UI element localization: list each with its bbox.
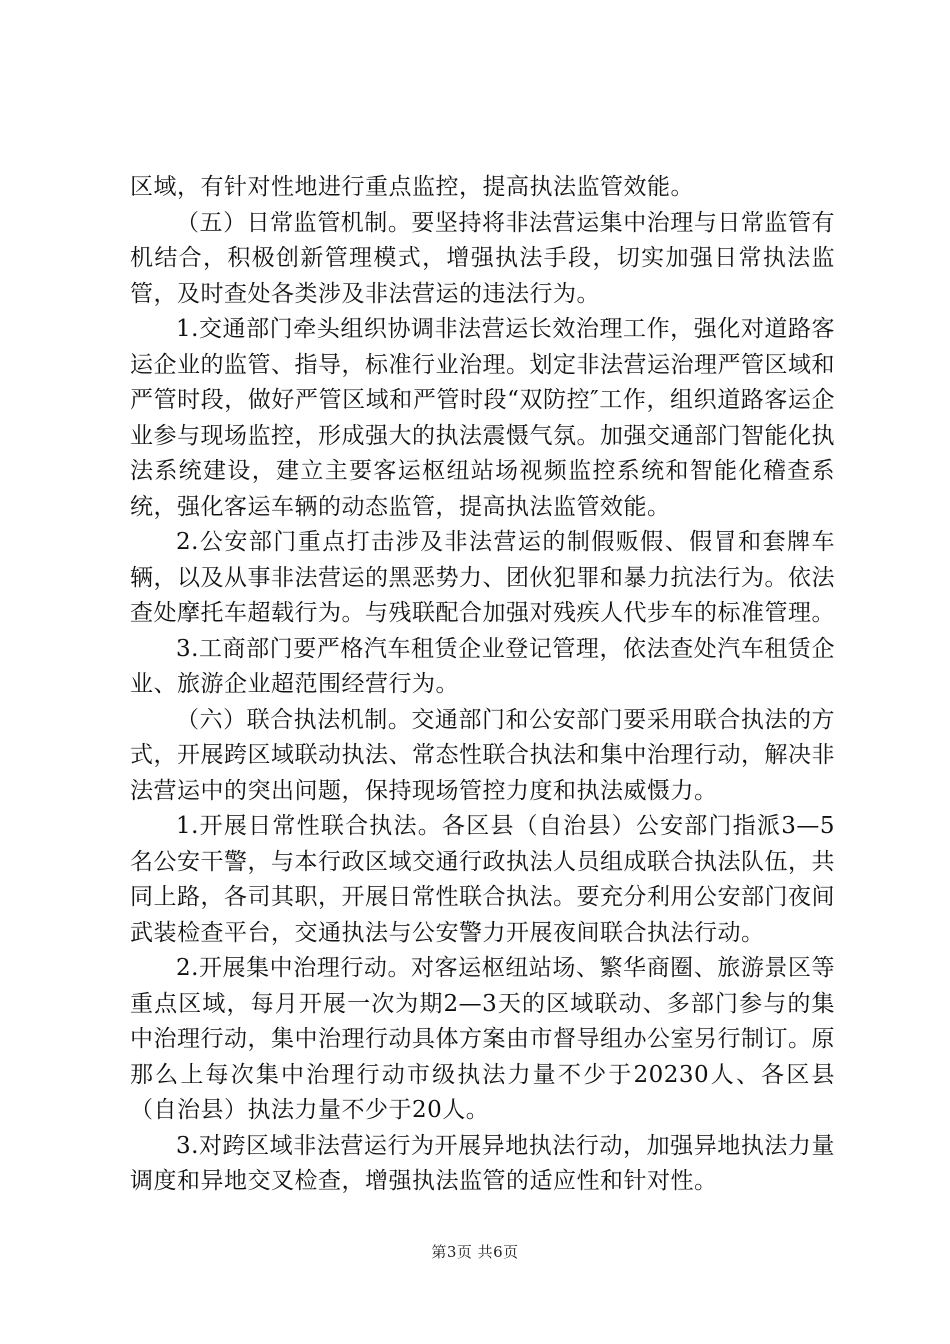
paragraph-section-six: （六）联合执法机制。交通部门和公安部门要采用联合执法的方式，开展跨区域联动执法、常态性联合执法和集中治理行动，解决非法营运中的突出问题，保持现场管控力度和执法威慑力。 [130, 706, 835, 804]
paragraph-item-2-centralized-action: 2.开展集中治理行动。对客运枢纽站场、繁华商圈、旅游景区等重点区域，每月开展一次为期2—3天的区域联动、多部门参与的集中治理行动，集中治理行动具体方案由市督导组办公室另行制订。原那么上每次集中治理行动市级执法力量不少于20230人、各区县（自治县）执法力量不少于20人。 [130, 955, 835, 1123]
paragraph-item-3-cross-region: 3.对跨区域非法营运行为开展异地执法行动，加强异地执法力量调度和异地交叉检查，增强执法监管的适应性和针对性。 [130, 1132, 835, 1194]
paragraph-item-1-joint-enforcement: 1.开展日常性联合执法。各区县（自治县）公安部门指派3—5名公安干警，与本行政区域交通行政执法人员组成联合执法队伍，共同上路，各司其职，开展日常性联合执法。要充分利用公安部门夜间武装检查平台，交通执法与公安警力开展夜间联合执法行动。 [130, 813, 835, 946]
page-number-footer: 第3页 共6页 [431, 1243, 519, 1261]
paragraph-item-2-police: 2.公安部门重点打击涉及非法营运的制假贩假、假冒和套牌车辆，以及从事非法营运的黑恶势力、团伙犯罪和暴力抗法行为。依法查处摩托车超载行为。与残联配合加强对残疾人代步车的标准管理。 [130, 529, 835, 626]
paragraph-item-1-transport: 1.交通部门牵头组织协调非法营运长效治理工作，强化对道路客运企业的监管、指导，标准行业治理。划定非法营运治理严管区域和严管时段，做好严管区域和严管时段“双防控″工作，组织道路客运企业参与现场监控，形成强大的执法震慑气氛。加强交通部门智能化执法系统建设，建立主要客运枢纽站场视频监控系统和智能化稽查系统，强化客运车辆的动态监管，提高执法监管效能。 [130, 316, 835, 520]
paragraph-continuation: 区域，有针对性地进行重点监控，提高执法监管效能。 [130, 174, 694, 200]
document-body [130, 170, 835, 1200]
paragraph-item-3-commerce: 3.工商部门要严格汽车租赁企业登记管理，依法查处汽车租赁企业、旅游企业超范围经营行为。 [130, 635, 835, 697]
paragraph-section-five: （五）日常监管机制。要坚持将非法营运集中治理与日常监管有机结合，积极创新管理模式，增强执法手段，切实加强日常执法监管，及时查处各类涉及非法营运的违法行为。 [130, 209, 835, 307]
